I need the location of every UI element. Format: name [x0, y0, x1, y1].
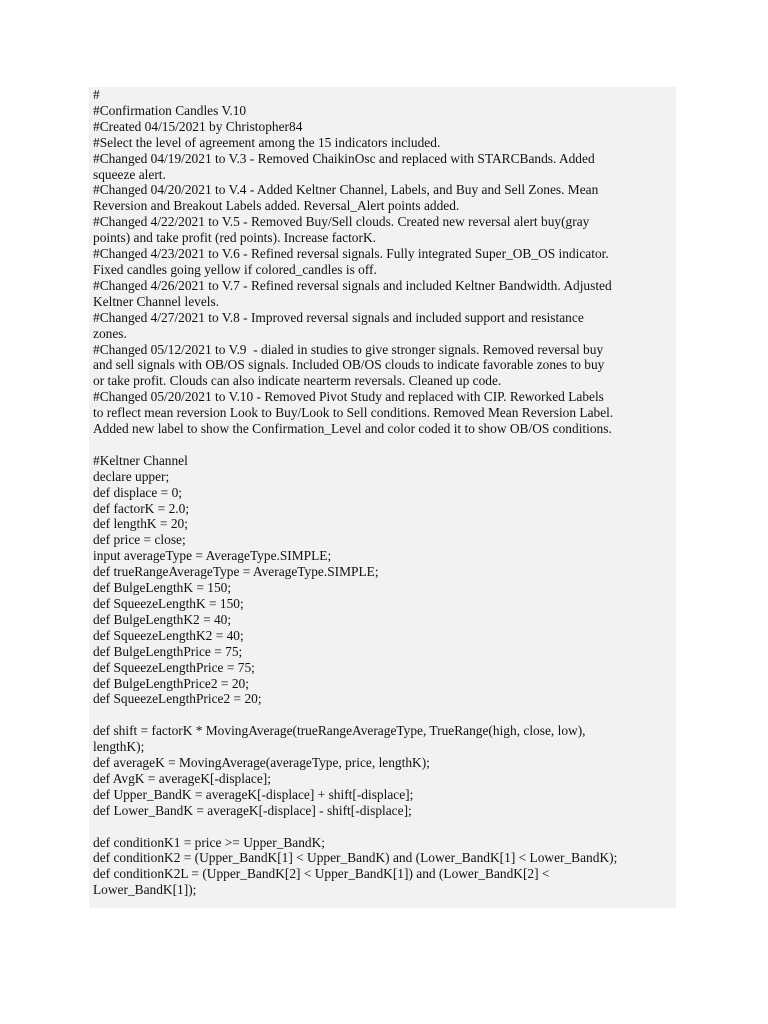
blank-line [93, 437, 676, 453]
code-line: #Changed 05/12/2021 to V.9 - dialed in studies to give stronger signals. Removed reversal buy [93, 341, 604, 357]
code-line: points) and take profit (red points). Increase factorK. [93, 230, 376, 246]
code-line: zones. [93, 325, 127, 341]
code-line: def factorK = 2.0; [93, 500, 190, 516]
code-line: def SqueezeLengthK = 150; [93, 595, 244, 611]
code-line: def conditionK2 = (Upper_BandK[1] < Upper_BandK) and (Lower_BandK[1] < Lower_BandK); [93, 850, 618, 866]
code-line: #Keltner Channel [93, 452, 188, 468]
code-line: def BulgeLengthK = 150; [93, 580, 232, 596]
code-line: def averageK = MovingAverage(averageType, price, lengthK); [93, 755, 430, 771]
code-line: #Changed 4/27/2021 to V.8 - Improved reversal signals and included support and resistance [93, 309, 584, 325]
code-line: def BulgeLengthPrice = 75; [93, 643, 243, 659]
code-line: def BulgeLengthPrice2 = 20; [93, 675, 249, 691]
code-line: and sell signals with OB/OS signals. Included OB/OS clouds to indicate favorable zones to buy [93, 357, 605, 373]
code-line: #Created 04/15/2021 by Christopher84 [93, 118, 303, 134]
code-line: to reflect mean reversion Look to Buy/Look to Sell conditions. Removed Mean Reversion Label. [93, 405, 614, 421]
code-line: #Changed 4/23/2021 to V.6 - Refined reversal signals. Fully integrated Super_OB_OS indicator. [93, 246, 609, 262]
code-line: lengthK); [93, 739, 145, 755]
code-line: def lengthK = 20; [93, 516, 188, 532]
code-line: # [93, 87, 100, 102]
code-line: #Changed 04/20/2021 to V.4 - Added Keltner Channel, Labels, and Buy and Sell Zones. Mean [93, 182, 599, 198]
code-line: #Changed 4/26/2021 to V.7 - Refined reversal signals and included Keltner Bandwidth. Adjusted [93, 277, 612, 293]
blank-line [93, 819, 676, 835]
code-line: Fixed candles going yellow if colored_candles is off. [93, 261, 377, 277]
code-line: def SqueezeLengthPrice2 = 20; [93, 691, 262, 707]
code-line: def conditionK2L = (Upper_BandK[2] < Upper_BandK[1]) and (Lower_BandK[2] < [93, 866, 550, 882]
code-block [89, 87, 676, 908]
code-line: def price = close; [93, 532, 186, 548]
blank-line [93, 707, 676, 723]
code-line: #Changed 4/22/2021 to V.5 - Removed Buy/Sell clouds. Created new reversal alert buy(gray [93, 214, 590, 230]
code-line: def SqueezeLengthPrice = 75; [93, 659, 255, 675]
code-line: def AvgK = averageK[-displace]; [93, 770, 271, 786]
code-line: Reversion and Breakout Labels added. Reversal_Alert points added. [93, 198, 460, 214]
code-line: def SqueezeLengthK2 = 40; [93, 627, 244, 643]
code-line: Lower_BandK[1]); [93, 882, 197, 898]
code-line: #Changed 05/20/2021 to V.10 - Removed Pivot Study and replaced with CIP. Reworked Labels [93, 389, 604, 405]
code-line: squeeze alert. [93, 166, 166, 182]
code-line: Added new label to show the Confirmation_Level and color coded it to show OB/OS conditions. [93, 421, 612, 437]
code-line: def BulgeLengthK2 = 40; [93, 611, 232, 627]
code-line: input averageType = AverageType.SIMPLE; [93, 548, 332, 564]
code-line: #Confirmation Candles V.10 [93, 102, 247, 118]
code-line: #Select the level of agreement among the 15 indicators included. [93, 134, 441, 150]
code-line: def Lower_BandK = averageK[-displace] - shift[-displace]; [93, 802, 412, 818]
code-line: def conditionK1 = price >= Upper_BandK; [93, 834, 326, 850]
code-line: #Changed 04/19/2021 to V.3 - Removed ChaikinOsc and replaced with STARCBands. Added [93, 150, 595, 166]
code-line: declare upper; [93, 468, 170, 484]
code-line: def shift = factorK * MovingAverage(trueRangeAverageType, TrueRange(high, close, low), [93, 723, 586, 739]
code-line: or take profit. Clouds can also indicate nearterm reversals. Cleaned up code. [93, 373, 502, 389]
code-line: def Upper_BandK = averageK[-displace] + shift[-displace]; [93, 786, 414, 802]
code-line: Keltner Channel levels. [93, 293, 220, 309]
code-line: def trueRangeAverageType = AverageType.SIMPLE; [93, 564, 379, 580]
code-line: def displace = 0; [93, 484, 182, 500]
